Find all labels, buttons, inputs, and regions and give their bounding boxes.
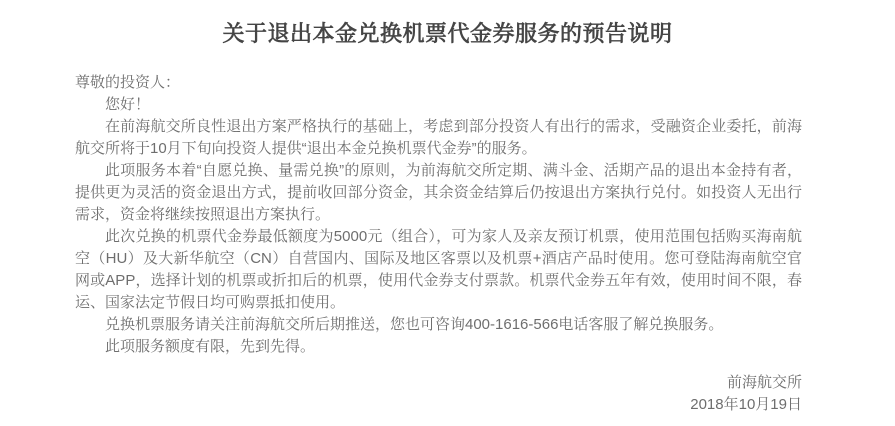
document-body (75, 72, 802, 416)
body-paragraph-5: 此项服务额度有限，先到先得。 (105, 338, 316, 355)
signature-block (75, 372, 802, 416)
body-paragraph-3: 此次兑换的机票代金券最低额度为5000元（组合），可为家人及亲友预订机票，使用范围包括购买海南航空（HU）及大新华航空（CN）自营国内、国际及地区客票以及机票+酒店产品时使用。您可登陆海南航空官网或APP，选择计划的机票或折扣后的机票，使用代金券支付票款。机票代金券五年有效，使用时间不限，春运、国家法定节假日均可购票抵扣使用。 (75, 228, 802, 311)
body-paragraph-2: 此项服务本着“自愿兑换、量需兑换”的原则，为前海航交所定期、满斗金、活期产品的退出本金持有者，提供更为灵活的资金退出方式，提前收回部分资金，其余资金结算后仍按退出方案执行兑付。如投资人无出行需求，资金将继续按照退出方案执行。 (75, 162, 802, 223)
greeting: 您好！ (105, 96, 151, 113)
body-paragraph-4: 兑换机票服务请关注前海航交所后期推送，您也可咨询400-1616-566电话客服了解兑换服务。 (105, 316, 724, 333)
body-paragraph-1: 在前海航交所良性退出方案严格执行的基础上，考虑到部分投资人有出行的需求，受融资企业委托，前海航交所将于10月下旬向投资人提供“退出本金兑换机票代金券”的服务。 (75, 118, 802, 157)
page-title: 关于退出本金兑换机票代金券服务的预告说明 (222, 21, 673, 46)
signature-date: 2018年10月19日 (690, 396, 802, 413)
signature-org: 前海航交所 (726, 374, 802, 391)
salutation: 尊敬的投资人： (75, 74, 181, 91)
